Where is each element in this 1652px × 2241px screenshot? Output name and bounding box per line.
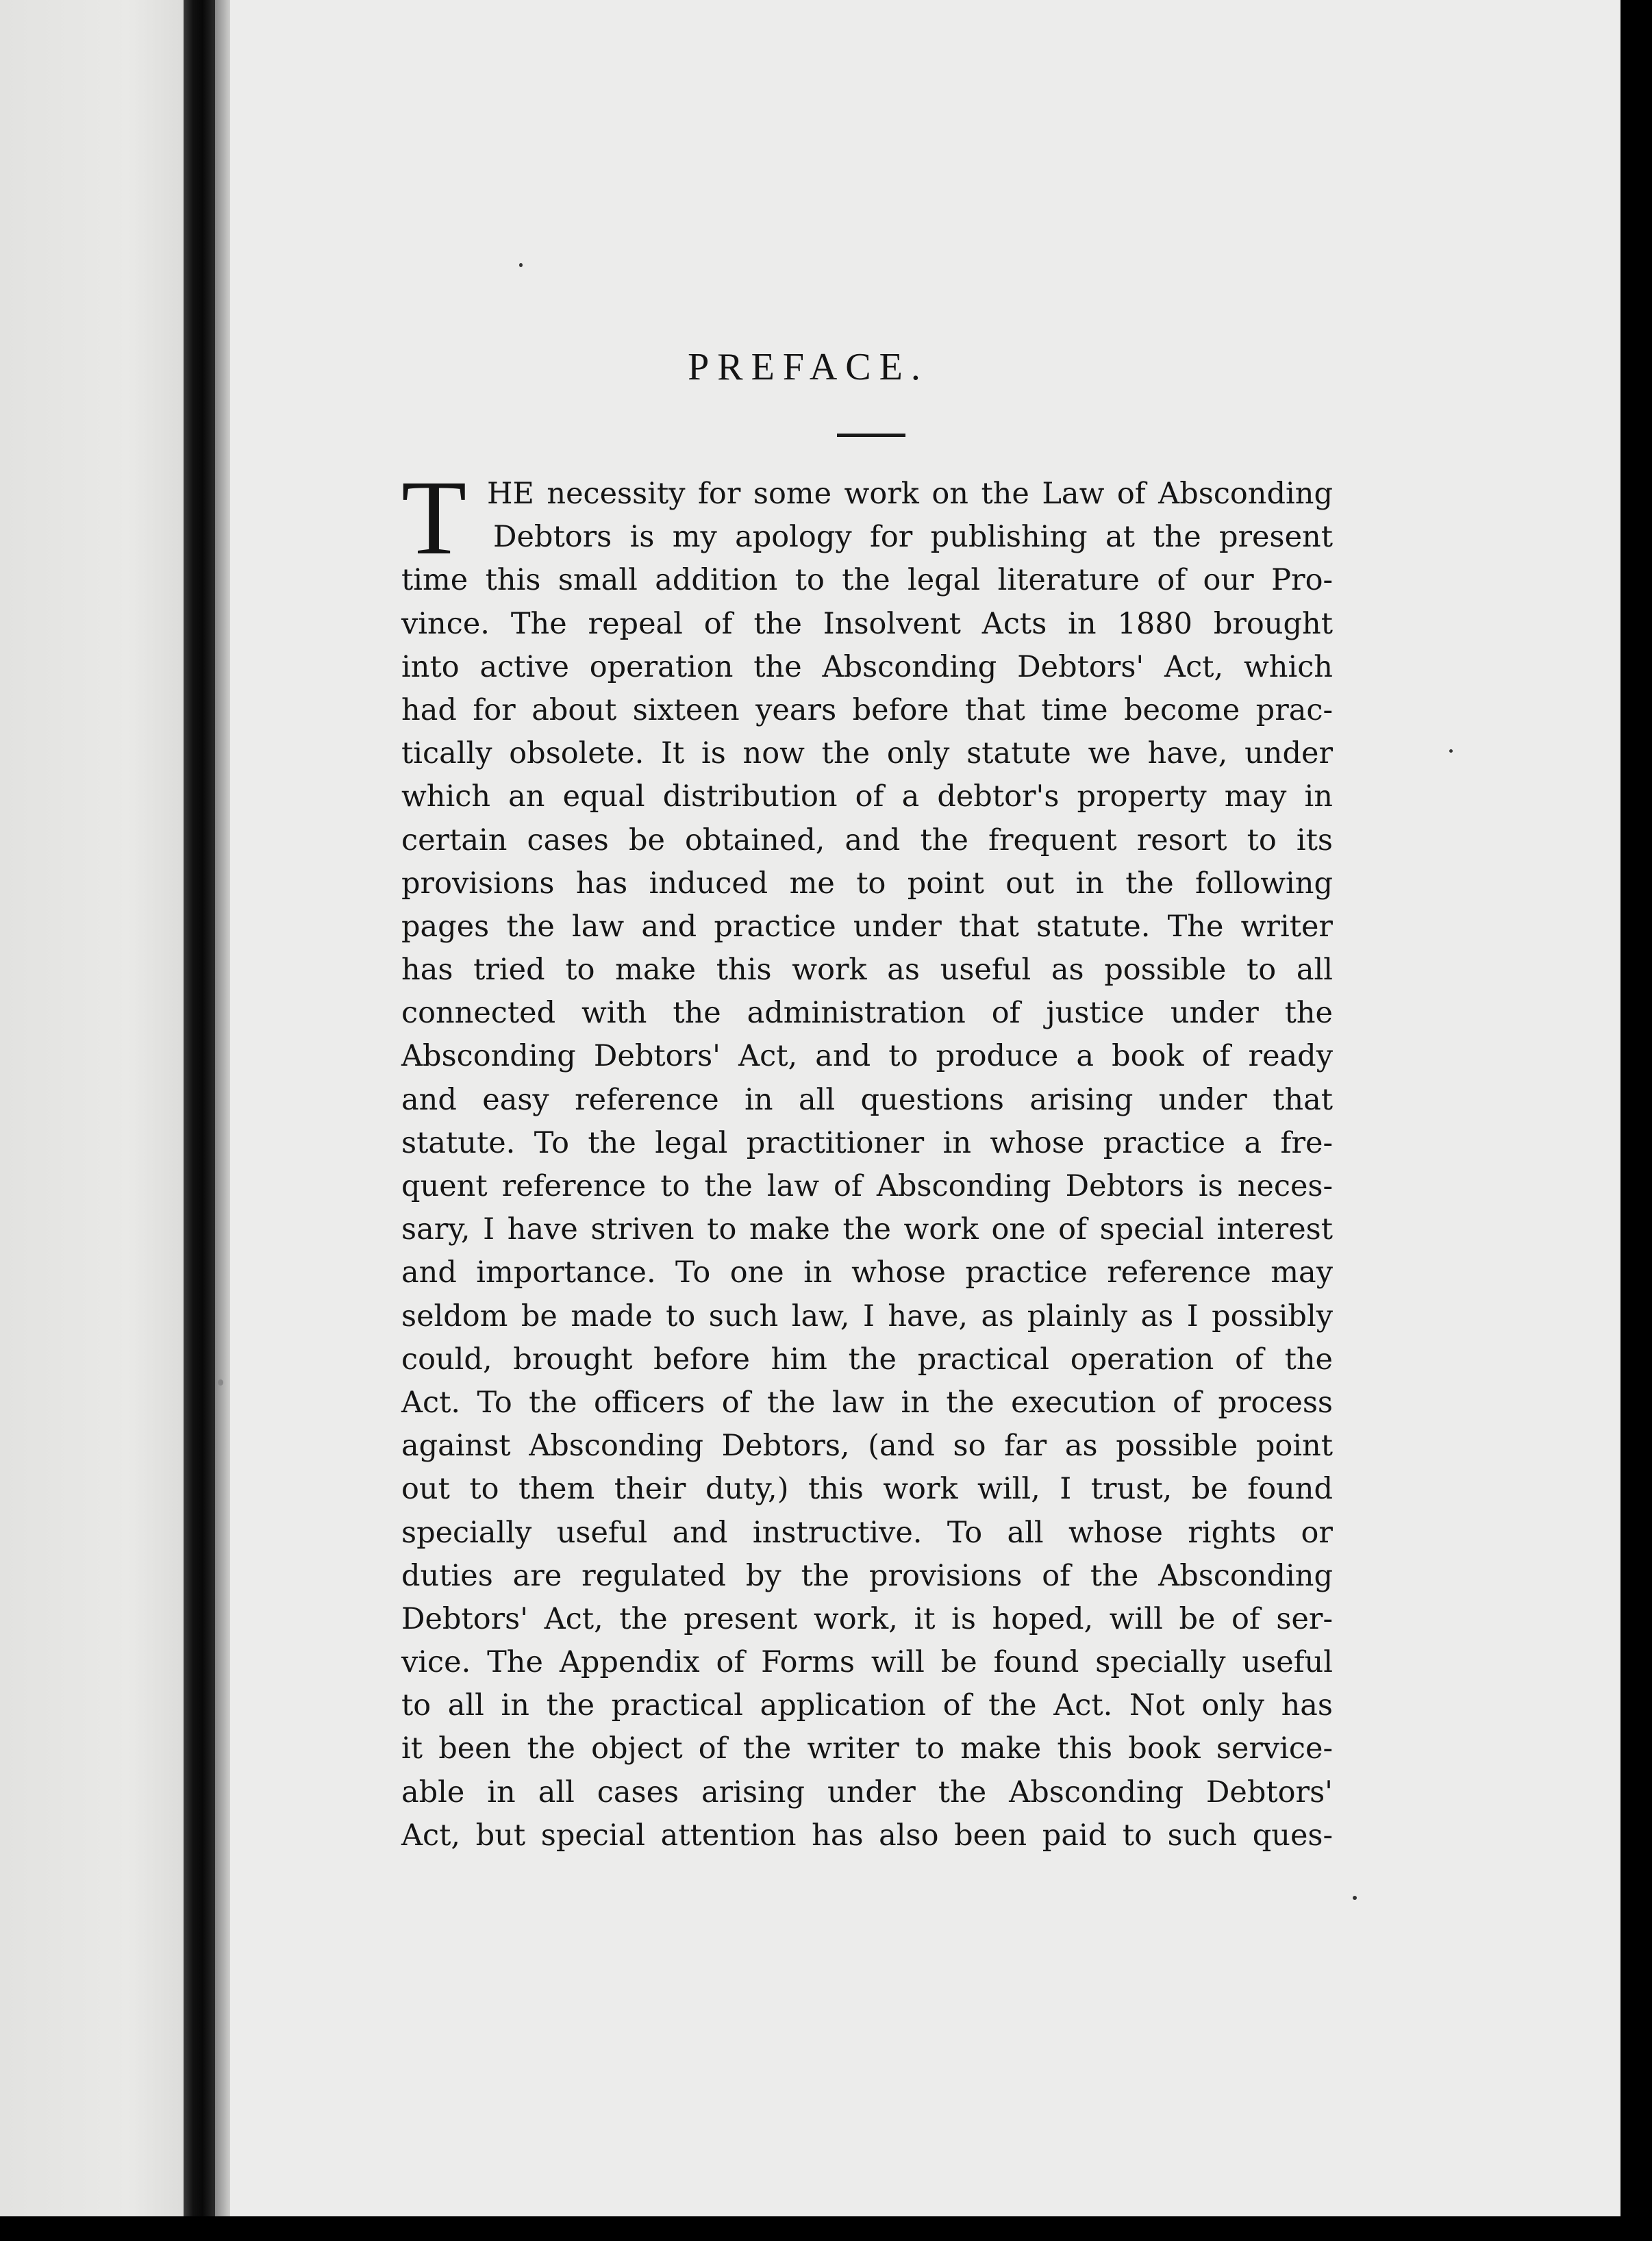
preface-body [401, 473, 1333, 1857]
text-line: specially useful and instructive. To all whose rights or [401, 1515, 1333, 1550]
text-line: vice. The Appendix of Forms will be found specially useful [401, 1645, 1333, 1680]
text-line: tically obsolete. It is now the only statute we have, under [401, 736, 1333, 771]
text-line: duties are regulated by the provisions of the Absconding [401, 1558, 1333, 1593]
text-line: able in all cases arising under the Absconding Debtors' [401, 1775, 1333, 1810]
text-line: out to them their duty,) this work will, I trust, be found [401, 1472, 1333, 1507]
text-line: Absconding Debtors' Act, and to produce a book of ready [401, 1039, 1333, 1074]
text-line: HE necessity for some work on the Law of Absconding [487, 477, 1333, 511]
title-rule [837, 434, 905, 437]
text-line: into active operation the Absconding Debtors' Act, which [401, 649, 1333, 684]
scan-border-bottom [0, 2216, 1652, 2241]
gutter-highlight [215, 0, 230, 2241]
text-line: time this small addition to the legal literature of our Pro- [401, 563, 1333, 598]
drop-cap: T [401, 458, 467, 577]
text-line: vince. The repeal of the Insolvent Acts in 1880 brought [401, 606, 1333, 641]
text-line: and easy reference in all questions arising under that [401, 1082, 1333, 1117]
text-line: has tried to make this work as useful as possible to all [401, 953, 1333, 988]
scan-speck [218, 1379, 223, 1386]
page-title: PREFACE. [688, 346, 929, 388]
scan-speck [1449, 749, 1453, 753]
text-line: Debtors is my apology for publishing at the present [493, 520, 1333, 555]
text-line: statute. To the legal practitioner in whose practice a fre- [401, 1125, 1333, 1160]
text-line: quent reference to the law of Absconding Debtors is neces- [401, 1169, 1333, 1203]
text-line: against Absconding Debtors, (and so far as possible point [401, 1429, 1333, 1464]
text-line: Act, but special attention has also been paid to such ques- [401, 1818, 1333, 1853]
book-spine-shadow [184, 0, 215, 2241]
text-line: Debtors' Act, the present work, it is hoped, will be of ser- [401, 1601, 1333, 1636]
text-line: it been the object of the writer to make this book service- [401, 1731, 1333, 1766]
text-line: to all in the practical application of the Act. Not only has [401, 1688, 1333, 1723]
text-line: certain cases be obtained, and the frequent resort to its [401, 823, 1333, 857]
text-line: provisions has induced me to point out in the following [401, 866, 1333, 901]
text-line: connected with the administration of justice under the [401, 996, 1333, 1031]
scan-speck [519, 263, 523, 267]
text-line: had for about sixteen years before that time become prac- [401, 692, 1333, 727]
text-line: pages the law and practice under that statute. The writer [401, 909, 1333, 944]
text-line: seldom be made to such law, I have, as plainly as I possibly [401, 1299, 1333, 1334]
text-line: could, brought before him the practical operation of the [401, 1342, 1333, 1377]
text-line: sary, I have striven to make the work one of special interest [401, 1212, 1333, 1247]
scan-border-right [1620, 0, 1652, 2241]
text-line: which an equal distribution of a debtor's property may in [401, 779, 1333, 814]
facing-page-edge [0, 0, 184, 2241]
text-line: Act. To the officers of the law in the execution of process [401, 1385, 1333, 1420]
text-line: and importance. To one in whose practice reference may [401, 1255, 1333, 1290]
scan-speck [1353, 1896, 1357, 1900]
